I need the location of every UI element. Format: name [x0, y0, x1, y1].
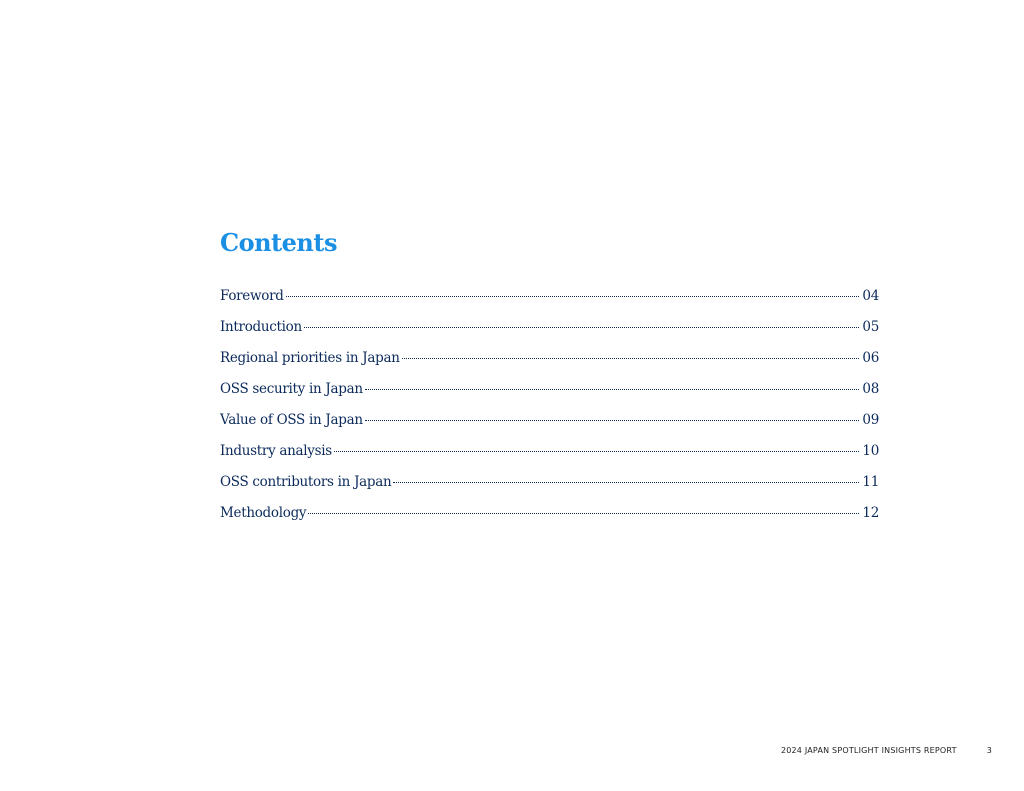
- toc-item-label: OSS security in Japan: [220, 381, 363, 397]
- toc-item-label: Methodology: [220, 505, 307, 521]
- toc-item-introduction[interactable]: [220, 319, 879, 350]
- toc-item-value-of-oss[interactable]: [220, 412, 879, 443]
- table-of-contents: [220, 288, 879, 536]
- toc-item-oss-security[interactable]: [220, 381, 879, 412]
- toc-item-page: 11: [862, 474, 879, 490]
- toc-item-label: Industry analysis: [220, 443, 332, 459]
- dot-leader: [304, 327, 860, 328]
- toc-item-methodology[interactable]: [220, 505, 879, 536]
- toc-item-label: Foreword: [220, 288, 284, 304]
- dot-leader: [334, 451, 860, 452]
- toc-item-page: 06: [862, 350, 879, 366]
- toc-item-page: 09: [862, 412, 879, 428]
- toc-item-label: Regional priorities in Japan: [220, 350, 400, 366]
- toc-item-page: 08: [862, 381, 879, 397]
- dot-leader: [365, 389, 860, 390]
- page-footer: [0, 746, 992, 755]
- toc-item-page: 05: [862, 319, 879, 335]
- toc-item-foreword[interactable]: [220, 288, 879, 319]
- dot-leader: [308, 513, 859, 514]
- toc-item-regional-priorities[interactable]: [220, 350, 879, 381]
- dot-leader: [286, 296, 860, 297]
- toc-item-page: 10: [862, 443, 879, 459]
- contents-heading: Contents: [220, 228, 337, 257]
- page-number: 3: [986, 746, 992, 755]
- toc-item-label: Introduction: [220, 319, 302, 335]
- toc-item-oss-contributors[interactable]: [220, 474, 879, 505]
- toc-item-label: Value of OSS in Japan: [220, 412, 363, 428]
- toc-item-page: 04: [862, 288, 879, 304]
- dot-leader: [365, 420, 860, 421]
- dot-leader: [402, 358, 860, 359]
- toc-item-label: OSS contributors in Japan: [220, 474, 392, 490]
- dot-leader: [393, 482, 859, 483]
- report-title: 2024 JAPAN SPOTLIGHT INSIGHTS REPORT: [780, 746, 957, 755]
- toc-item-industry-analysis[interactable]: [220, 443, 879, 474]
- toc-item-page: 12: [862, 505, 879, 521]
